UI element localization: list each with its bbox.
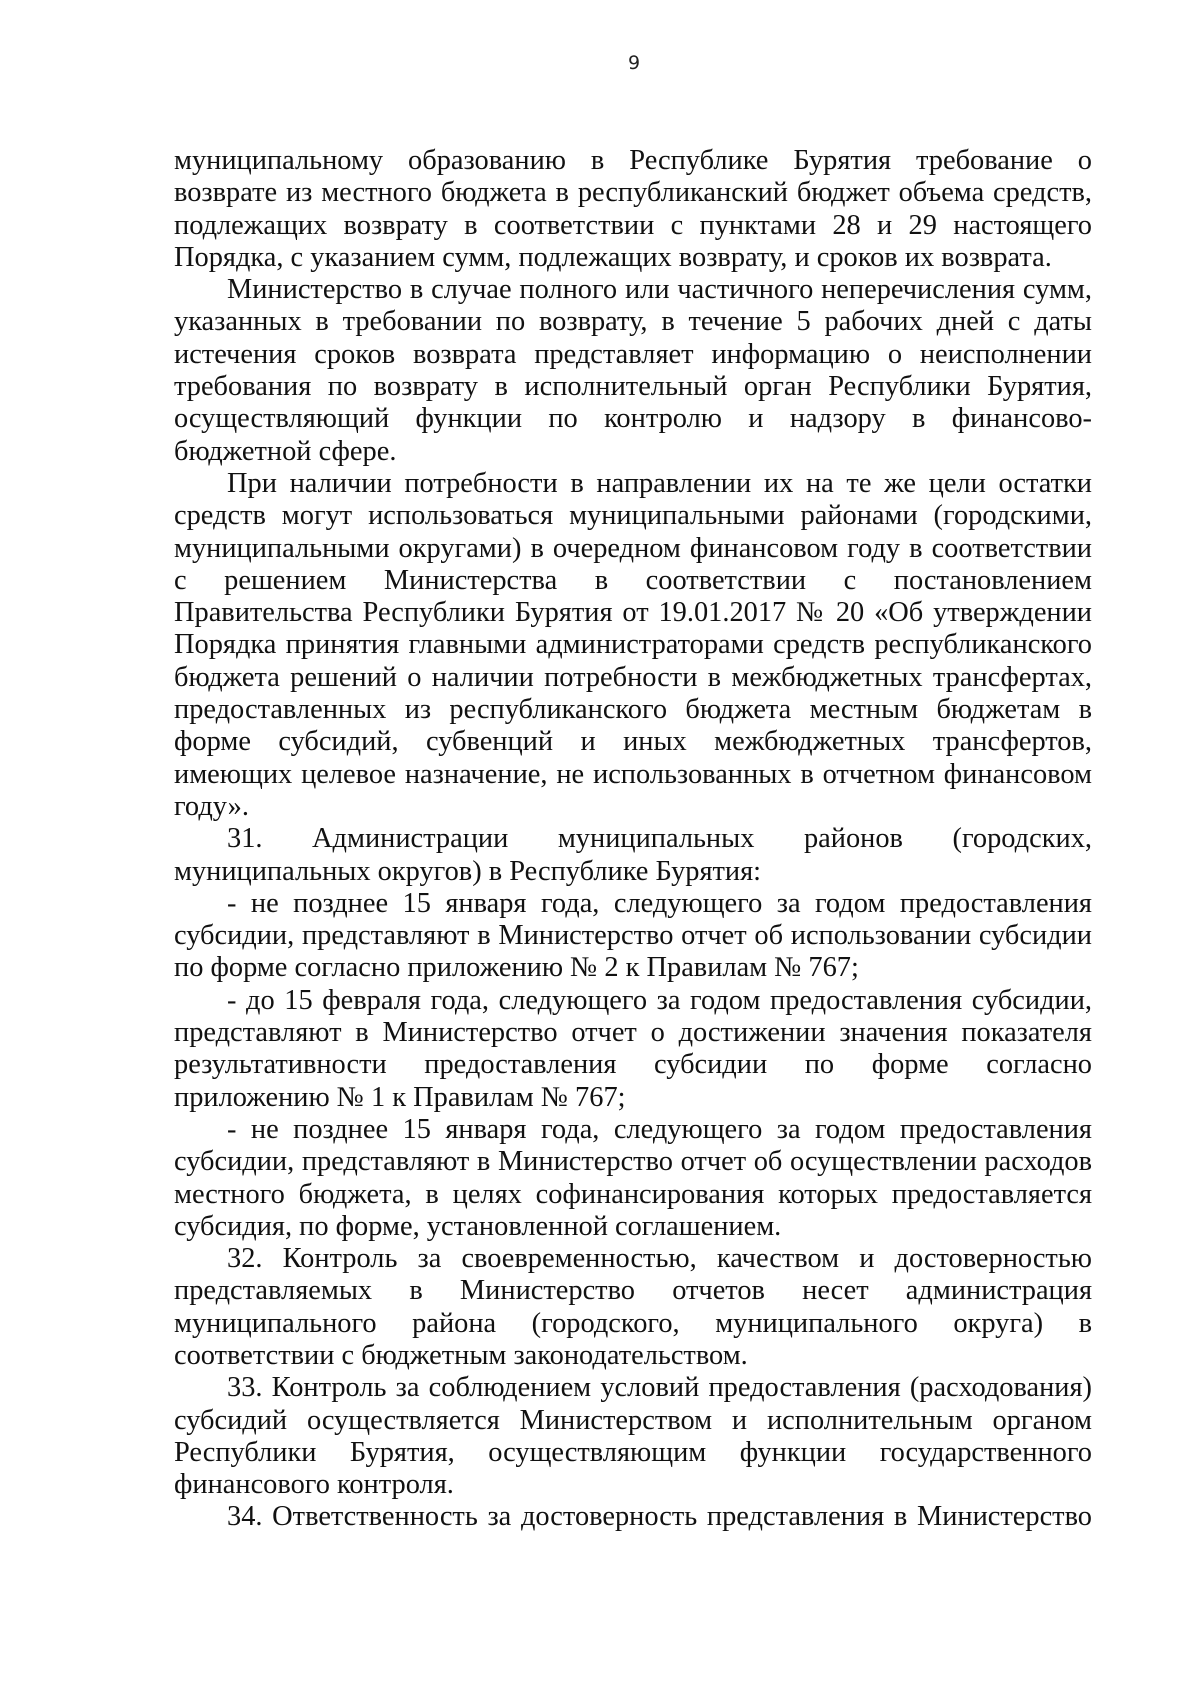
paragraph-clause-32: 32. Контроль за своевременностью, качеством и достоверностью представляемых в Министерство отчетов несет администрация муниципального района (городского, муниципального округа) в соответствии с бюджетным законодательством. — [174, 1243, 1092, 1371]
paragraph-report-expenses: - не позднее 15 января года, следующего за годом предоставления субсидии, представляют в Министерство отчет об осуществлении расходов местного бюджета, в целях софинансирования которых предоставляется субсидия, по форме, установленной соглашением. — [174, 1113, 1092, 1242]
paragraph-continuation: муниципальному образованию в Республике Бурятия требование о возврате из местного бюджета в республиканский бюджет объема средств, подлежащих возврату в соответствии с пунктами 28 и 29 настоящего Порядка, с указанием сумм, подлежащих возврату, и сроков их возврата. — [174, 145, 1092, 273]
paragraph-clause-34: 34. Ответственность за достоверность представления в Министерство — [227, 1501, 1092, 1533]
document-body — [174, 145, 1092, 1534]
paragraph-ministry-non-transfer: Министерство в случае полного или частичного неперечисления сумм, указанных в требовании по возврату, в течение 5 рабочих дней с даты истечения сроков возврата представляет информацию о неисполнении требования по возврату в исполнительный орган Республики Бурятия, осуществляющий функции по контролю и надзору в финансово-бюджетной сфере. — [174, 274, 1092, 467]
page-number: 9 — [627, 52, 641, 74]
paragraph-remaining-funds: При наличии потребности в направлении их на те же цели остатки средств могут использоваться муниципальными районами (городскими, муниципальными округами) в очередном финансовом году в соответствии с решением Министерства в соответствии с постановлением Правительства Республики Бурятия от 19.01.2017 № 20 «Об утверждении Порядка принятия главными администраторами средств республиканского бюджета решений о наличии потребности в межбюджетных трансфертах, предоставленных из республиканского бюджета местным бюджетам в форме субсидий, субвенций и иных межбюджетных трансфертов, имеющих целевое назначение, не использованных в отчетном финансовом году». — [174, 467, 1092, 822]
paragraph-clause-33: 33. Контроль за соблюдением условий предоставления (расходования) субсидий осуществляется Министерством и исполнительным органом Республики Бурятия, осуществляющим функции государственного финансового контроля. — [174, 1372, 1092, 1501]
paragraph-report-performance: - до 15 февраля года, следующего за годом предоставления субсидии, представляют в Министерство отчет о достижении значения показателя результативности предоставления субсидии по форме согласно приложению № 1 к Правилам № 767; — [174, 984, 1092, 1113]
paragraph-clause-31: 31. Администрации муниципальных районов (городских, муниципальных округов) в Республике Бурятия: — [174, 823, 1092, 887]
paragraph-report-usage: - не позднее 15 января года, следующего за годом предоставления субсидии, представляют в Министерство отчет об использовании субсидии по форме согласно приложению № 2 к Правилам № 767; — [174, 887, 1092, 984]
